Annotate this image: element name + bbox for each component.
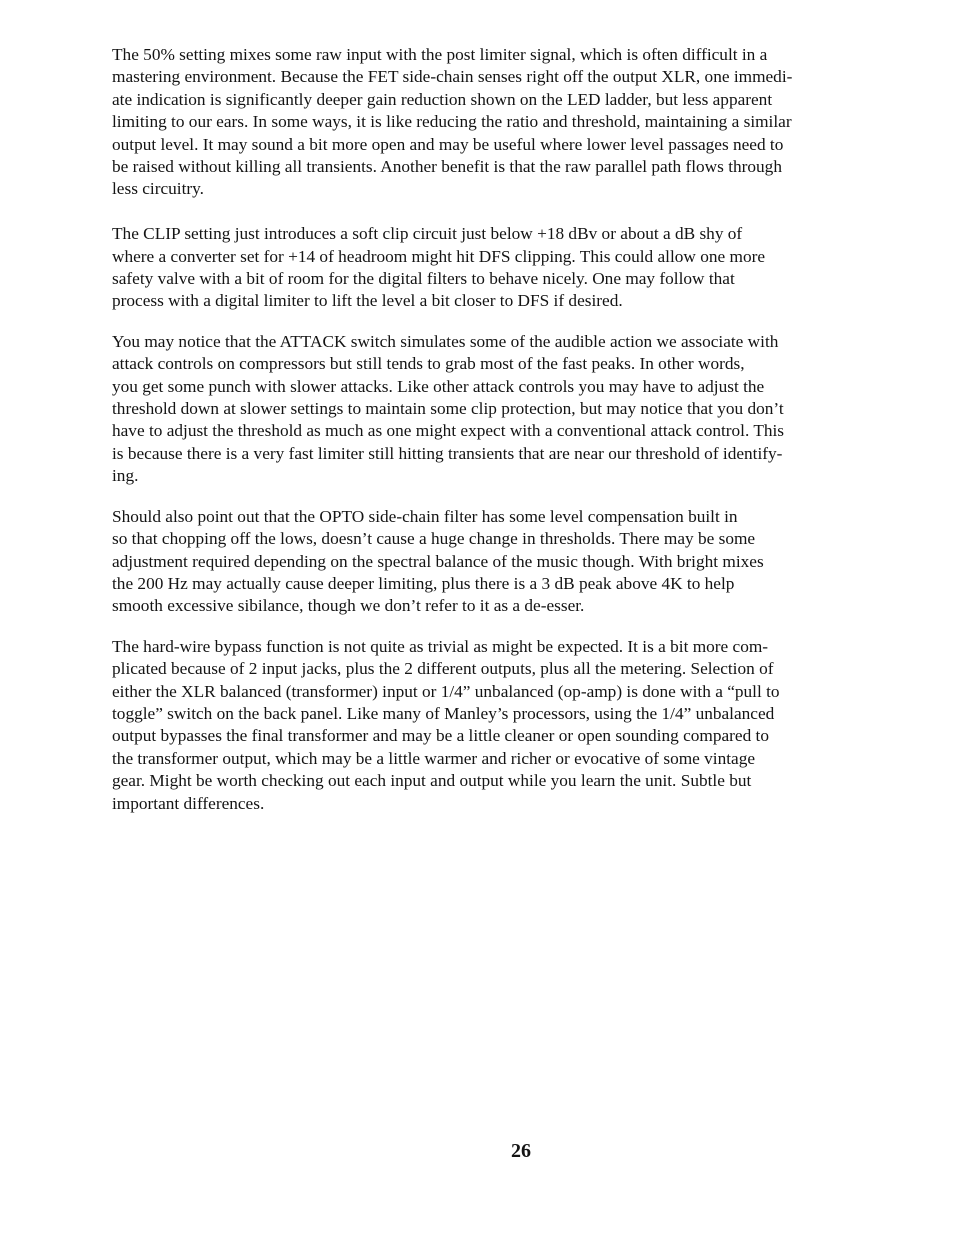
- paragraph-attack-switch: [112, 331, 854, 488]
- paragraph-50-percent-setting: [112, 44, 854, 201]
- paragraph-hard-wire-bypass: [112, 636, 854, 815]
- paragraph-clip-setting: [112, 223, 854, 313]
- paragraph-spacer: [112, 201, 854, 223]
- text-line: so that chopping off the lows, doesn’t cause a huge change in thresholds. There may be some: [112, 529, 756, 549]
- page-body: [112, 44, 854, 815]
- text-line: less circuitry.: [112, 179, 204, 199]
- paragraph-opto-filter: [112, 506, 854, 618]
- paragraph-spacer: [112, 313, 854, 331]
- text-line: threshold down at slower settings to maintain some clip protection, but may notice that you don’t: [112, 399, 784, 419]
- text-line: Should also point out that the OPTO side-chain filter has some level compensation built in: [112, 506, 738, 526]
- text-line: gear. Might be worth checking out each input and output while you learn the unit. Subtle but: [112, 771, 752, 791]
- paragraph-spacer: [112, 488, 854, 506]
- text-line: where a converter set for +14 of headroom might hit DFS clipping. This could allow one more: [112, 246, 766, 266]
- text-line: The CLIP setting just introduces a soft clip circuit just below +18 dBv or about a dB shy of: [112, 224, 743, 244]
- text-line: process with a digital limiter to lift the level a bit closer to DFS if desired.: [112, 291, 623, 311]
- text-line: important differences.: [112, 793, 265, 813]
- text-line: limiting to our ears. In some ways, it is like reducing the ratio and threshold, maintaining a similar: [112, 112, 792, 132]
- text-line: mastering environment. Because the FET side-chain senses right off the output XLR, one immedi-: [112, 67, 793, 87]
- text-line: attack controls on compressors but still tends to grab most of the fast peaks. In other words,: [112, 354, 745, 374]
- text-line: output bypasses the final transformer and may be a little cleaner or open sounding compared to: [112, 726, 769, 746]
- text-line: the transformer output, which may be a little warmer and richer or evocative of some vintage: [112, 748, 756, 768]
- text-line: output level. It may sound a bit more open and may be useful where lower level passages need to: [112, 134, 784, 154]
- text-line: You may notice that the ATTACK switch simulates some of the audible action we associate with: [112, 331, 779, 351]
- text-line: ing.: [112, 466, 139, 486]
- text-line: The 50% setting mixes some raw input with the post limiter signal, which is often difficult in a: [112, 45, 768, 64]
- text-line: toggle” switch on the back panel. Like many of Manley’s processors, using the 1/4” unbalanced: [112, 703, 775, 723]
- text-line: plicated because of 2 input jacks, plus the 2 different outputs, plus all the metering. Selection of: [112, 659, 774, 679]
- text-line: smooth excessive sibilance, though we don’t refer to it as a de-esser.: [112, 596, 585, 616]
- text-line: is because there is a very fast limiter still hitting transients that are near our threshold of identify-: [112, 443, 783, 463]
- text-line: ate indication is significantly deeper gain reduction shown on the LED ladder, but less apparent: [112, 89, 773, 109]
- text-line: have to adjust the threshold as much as one might expect with a conventional attack control. This: [112, 421, 785, 441]
- text-line: adjustment required depending on the spectral balance of the music though. With bright mixes: [112, 551, 764, 571]
- text-line: safety valve with a bit of room for the digital filters to behave nicely. One may follow that: [112, 269, 735, 289]
- text-line: either the XLR balanced (transformer) input or 1/4” unbalanced (op-amp) is done with a “pull to: [112, 681, 780, 701]
- text-line: the 200 Hz may actually cause deeper limiting, plus there is a 3 dB peak above 4K to help: [112, 573, 735, 593]
- text-line: The hard-wire bypass function is not quite as trivial as might be expected. It is a bit more com-: [112, 636, 769, 656]
- paragraph-spacer: [112, 618, 854, 636]
- text-line: you get some punch with slower attacks. Like other attack controls you may have to adjust the: [112, 376, 765, 396]
- text-line: be raised without killing all transients. Another benefit is that the raw parallel path flows through: [112, 157, 782, 177]
- page-number: 26: [511, 1140, 531, 1162]
